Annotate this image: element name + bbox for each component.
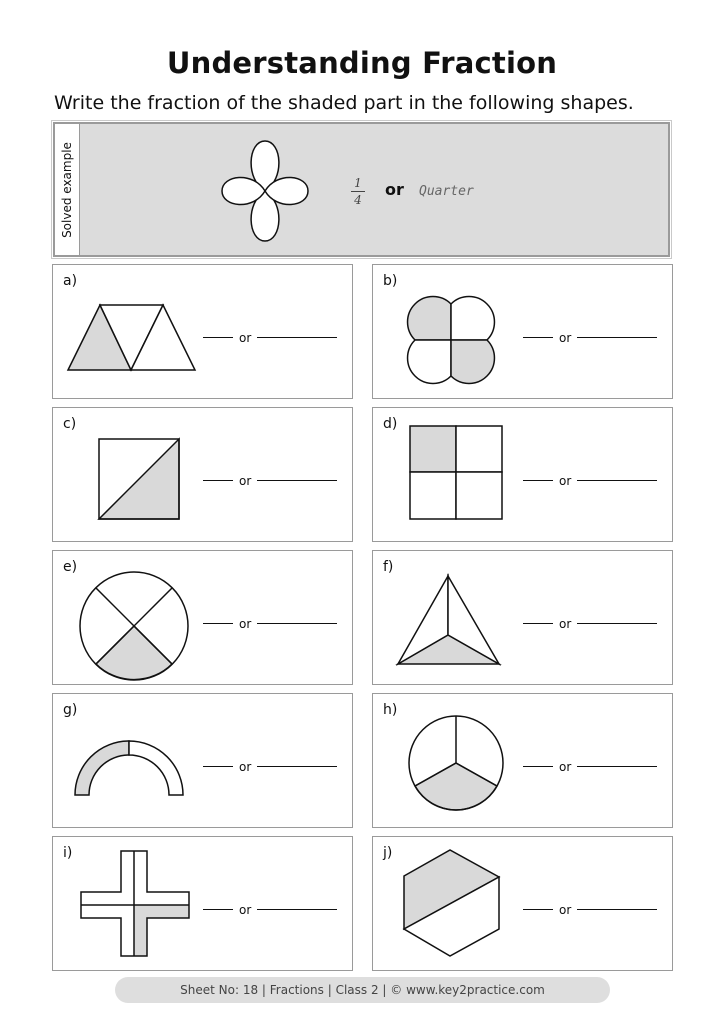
word-blank[interactable] bbox=[257, 908, 337, 910]
or-text: or bbox=[239, 331, 252, 345]
numerator-blank[interactable] bbox=[203, 479, 233, 481]
answer-blanks[interactable] bbox=[523, 760, 657, 774]
word-blank[interactable] bbox=[577, 622, 657, 624]
question-label: f) bbox=[383, 559, 394, 575]
solved-example-tab bbox=[55, 124, 80, 255]
or-text: or bbox=[559, 617, 572, 631]
question-card-h bbox=[372, 693, 673, 828]
example-fraction bbox=[349, 176, 367, 207]
answer-blanks[interactable] bbox=[523, 617, 657, 631]
or-text: or bbox=[239, 903, 252, 917]
question-card-g bbox=[52, 693, 353, 828]
question-label: d) bbox=[383, 416, 398, 432]
question-card-e bbox=[52, 550, 353, 685]
question-label: e) bbox=[63, 559, 78, 575]
or-text: or bbox=[239, 617, 252, 631]
word-blank[interactable] bbox=[577, 336, 657, 338]
question-label: j) bbox=[383, 845, 393, 861]
word-blank[interactable] bbox=[257, 336, 337, 338]
numerator-blank[interactable] bbox=[523, 765, 553, 767]
question-card-f bbox=[372, 550, 673, 685]
numerator-blank[interactable] bbox=[203, 765, 233, 767]
question-card-a bbox=[52, 264, 353, 399]
numerator-blank[interactable] bbox=[523, 336, 553, 338]
question-card-i bbox=[52, 836, 353, 971]
numerator-blank[interactable] bbox=[203, 622, 233, 624]
fraction-bar bbox=[351, 191, 365, 192]
solved-example-label: Solved example bbox=[60, 141, 74, 238]
or-text: or bbox=[559, 331, 572, 345]
numerator-blank[interactable] bbox=[523, 479, 553, 481]
numerator-blank[interactable] bbox=[523, 908, 553, 910]
answer-blanks[interactable] bbox=[203, 617, 337, 631]
answer-blanks[interactable] bbox=[203, 903, 337, 917]
question-card-d bbox=[372, 407, 673, 542]
instruction-text: Write the fraction of the shaded part in the following shapes. bbox=[54, 92, 634, 114]
question-label: b) bbox=[383, 273, 398, 289]
numerator-blank[interactable] bbox=[203, 908, 233, 910]
word-blank[interactable] bbox=[257, 765, 337, 767]
word-blank[interactable] bbox=[257, 479, 337, 481]
solved-example-box bbox=[53, 122, 670, 257]
word-blank[interactable] bbox=[577, 765, 657, 767]
word-blank[interactable] bbox=[577, 479, 657, 481]
or-text: or bbox=[559, 474, 572, 488]
answer-blanks[interactable] bbox=[523, 331, 657, 345]
example-or: or bbox=[385, 180, 404, 199]
example-denominator: 4 bbox=[354, 193, 362, 207]
question-label: a) bbox=[63, 273, 78, 289]
question-card-b bbox=[372, 264, 673, 399]
numerator-blank[interactable] bbox=[203, 336, 233, 338]
question-label: i) bbox=[63, 845, 73, 861]
example-answer-word: Quarter bbox=[419, 184, 474, 199]
or-text: or bbox=[239, 760, 252, 774]
question-label: c) bbox=[63, 416, 77, 432]
example-numerator: 1 bbox=[354, 176, 362, 190]
question-label: g) bbox=[63, 702, 78, 718]
question-card-j bbox=[372, 836, 673, 971]
or-text: or bbox=[559, 903, 572, 917]
question-card-c bbox=[52, 407, 353, 542]
or-text: or bbox=[239, 474, 252, 488]
footer-bar: Sheet No: 18 | Fractions | Class 2 | © www.key2practice.com bbox=[115, 977, 610, 1003]
or-text: or bbox=[559, 760, 572, 774]
answer-blanks[interactable] bbox=[203, 331, 337, 345]
answer-blanks[interactable] bbox=[203, 474, 337, 488]
question-label: h) bbox=[383, 702, 398, 718]
answer-blanks[interactable] bbox=[523, 903, 657, 917]
word-blank[interactable] bbox=[257, 622, 337, 624]
answer-blanks[interactable] bbox=[203, 760, 337, 774]
page-title: Understanding Fraction bbox=[166, 46, 558, 80]
answer-blanks[interactable] bbox=[523, 474, 657, 488]
word-blank[interactable] bbox=[577, 908, 657, 910]
numerator-blank[interactable] bbox=[523, 622, 553, 624]
example-four-petal-flower bbox=[220, 139, 310, 244]
